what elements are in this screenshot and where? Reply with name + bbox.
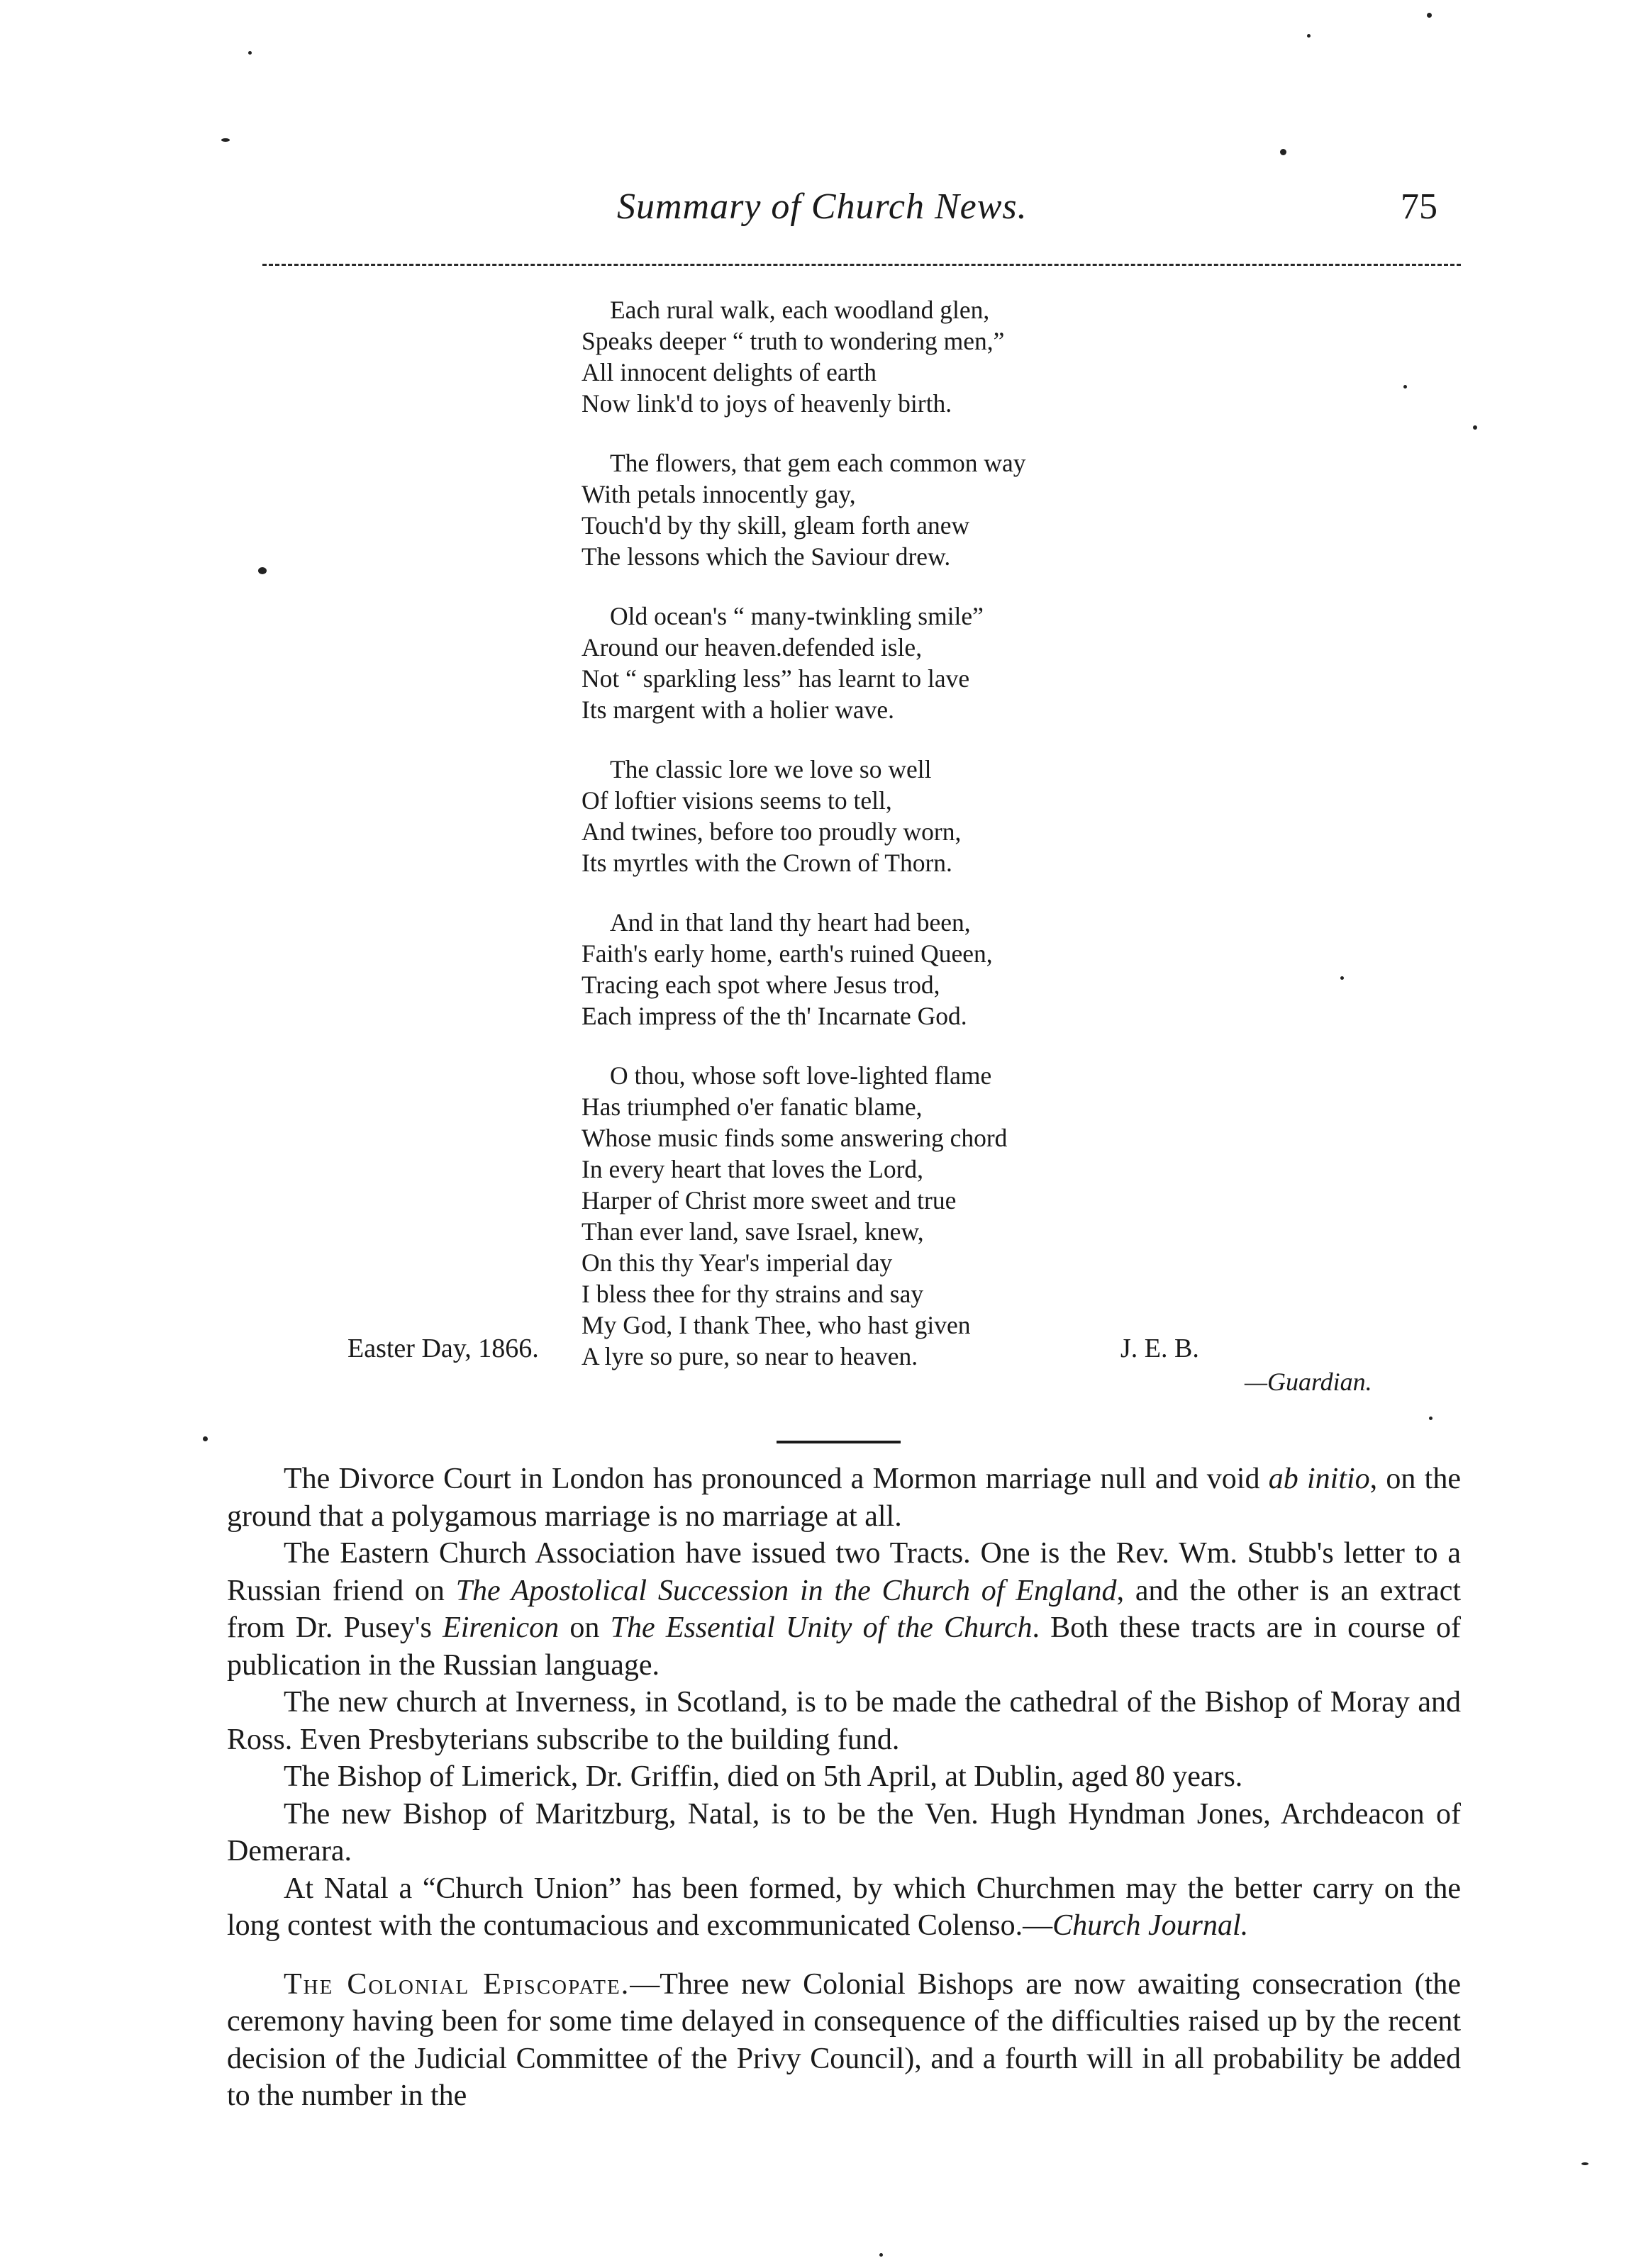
scan-speck <box>879 2253 883 2257</box>
scan-speck <box>221 138 230 142</box>
poem-line: I bless thee for thy strains and say <box>582 1280 924 1308</box>
scan-speck <box>1581 2162 1589 2165</box>
text-run: —Three new Colonial Bishops are now awaiting consecration (the ceremony having been for some time delayed in consequence of the difficulties raised up by the recent decision of the Judicial Committee of the Privy Council), and a fourth will in all probability be added to the number in the <box>227 1967 1462 2112</box>
poem-author-initials: J. E. B. <box>1120 1334 1199 1363</box>
scan-speck <box>1429 1417 1433 1420</box>
news-paragraph-divorce-court <box>227 1460 1461 1535</box>
poem-line: A lyre so pure, so near to heaven. <box>582 1342 918 1370</box>
italic-title: The Apostolical Succession in the Church of England <box>455 1574 1117 1607</box>
poem-line: And twines, before too proudly worn, <box>582 817 962 846</box>
poem-line: Harper of Christ more sweet and true <box>582 1186 957 1214</box>
section-divider <box>777 1441 901 1443</box>
poem-line: Its margent with a holier wave. <box>582 696 894 724</box>
poem-line: My God, I thank Thee, who hast given <box>582 1311 971 1339</box>
stanza-2 <box>582 447 1291 572</box>
italic-title: The Essential Unity of the Church <box>610 1611 1033 1644</box>
poem-line: Each rural walk, each woodland glen, <box>610 296 990 324</box>
poem-line: In every heart that loves the Lord, <box>582 1155 924 1183</box>
news-paragraph-eastern-church <box>227 1535 1461 1684</box>
news-paragraph-natal <box>227 1870 1461 1945</box>
scan-speck <box>1340 976 1344 980</box>
stanza-5 <box>582 907 1291 1032</box>
news-paragraph-inverness: The new church at Inverness, in Scotland, is to be made the cathedral of the Bishop of Moray and Ross. Even Presbyterians subscribe to the building fund. <box>227 1686 1461 1756</box>
scan-speck <box>1473 425 1477 430</box>
scan-speck <box>1280 149 1286 155</box>
news-paragraph-maritzburg: The new Bishop of Maritzburg, Natal, is to be the Ven. Hugh Hyndman Jones, Archdeacon of Demerara. <box>227 1797 1461 1867</box>
page-title: Summary of Church News. <box>617 186 1028 227</box>
stanza-1 <box>582 294 1291 419</box>
poem-line: All innocent delights of earth <box>582 358 877 386</box>
news-paragraph-colonial-episcopate <box>227 1966 1461 2115</box>
poem-line: Whose music finds some answering chord <box>582 1124 1008 1152</box>
poem-line: The lessons which the Saviour drew. <box>582 542 951 571</box>
text-run: At Natal a “Church Union” has been formed, by which Churchmen may the better carry on the long contest with the contumacious and excommunicated Colenso.— <box>227 1872 1461 1942</box>
poem-line: Around our heaven.defended isle, <box>582 633 923 661</box>
text-run: The Eastern Church Association have issued two Tracts. One is the Rev. Wm. Stubb's letter to a Russian friend on <box>227 1537 1461 1607</box>
poem-line: Faith's early home, earth's ruined Queen, <box>582 939 993 968</box>
scan-speck <box>1427 13 1432 18</box>
stanza-3 <box>582 600 1291 725</box>
poem-line: The flowers, that gem each common way <box>610 449 1026 477</box>
text-run: on <box>559 1611 611 1644</box>
poem-line: Touch'd by thy skill, gleam forth anew <box>582 511 970 540</box>
scan-speck <box>248 51 252 55</box>
poem-line: Old ocean's “ many-twinkling smile” <box>610 602 984 630</box>
page-number: 75 <box>1401 186 1437 227</box>
scan-speck <box>258 567 267 574</box>
stanza-4 <box>582 754 1291 878</box>
poem-source: —Guardian. <box>1245 1368 1372 1396</box>
scan-speck <box>1403 385 1407 389</box>
text-run: The Divorce Court in London has pronounced a Mormon marriage null and void <box>284 1463 1269 1495</box>
poem-line: On this thy Year's imperial day <box>582 1248 893 1277</box>
news-section <box>227 1460 1461 2115</box>
poem-line: Not “ sparkling less” has learnt to lave <box>582 664 970 693</box>
poem-line: Of loftier visions seems to tell, <box>582 786 892 815</box>
poem-line: Speaks deeper “ truth to wondering men,” <box>582 327 1005 355</box>
poem-line: And in that land thy heart had been, <box>610 908 971 937</box>
text-run: . Both these tracts are in course of publication in the Russian language. <box>227 1611 1461 1682</box>
scan-speck <box>1307 34 1311 38</box>
text-run: , and the other is an extract from Dr. Pusey's <box>227 1574 1462 1644</box>
poem-line: O thou, whose soft love-lighted flame <box>610 1061 992 1090</box>
stanza-6 <box>582 1060 1291 1372</box>
poem-line: Has triumphed o'er fanatic blame, <box>582 1093 923 1121</box>
poem-line: The classic lore we love so well <box>610 755 932 783</box>
header-rule <box>262 264 1461 266</box>
italic-phrase: ab initio <box>1268 1463 1370 1495</box>
poem <box>582 294 1291 1400</box>
poem-line: Than ever land, save Israel, knew, <box>582 1217 924 1246</box>
poem-line: Tracing each spot where Jesus trod, <box>582 971 940 999</box>
poem-line: Its myrtles with the Crown of Thorn. <box>582 849 952 877</box>
poem-line: Now link'd to joys of heavenly birth. <box>582 389 952 418</box>
poem-line: Each impress of the th' Incarnate God. <box>582 1002 967 1030</box>
poem-date: Easter Day, 1866. <box>347 1334 539 1363</box>
scan-speck <box>203 1436 208 1441</box>
italic-title: Eirenicon <box>443 1611 560 1644</box>
poem-line: With petals innocently gay, <box>582 480 856 508</box>
poem-signature <box>0 1333 1641 1404</box>
running-head <box>0 186 1641 235</box>
section-heading: The Colonial Episcopate. <box>284 1967 630 2001</box>
text-run: , on the ground that a polygamous marriage is no marriage at all. <box>227 1463 1461 1533</box>
news-paragraph-limerick: The Bishop of Limerick, Dr. Griffin, died on 5th April, at Dublin, aged 80 years. <box>284 1760 1243 1793</box>
italic-source: Church Journal. <box>1052 1909 1249 1942</box>
